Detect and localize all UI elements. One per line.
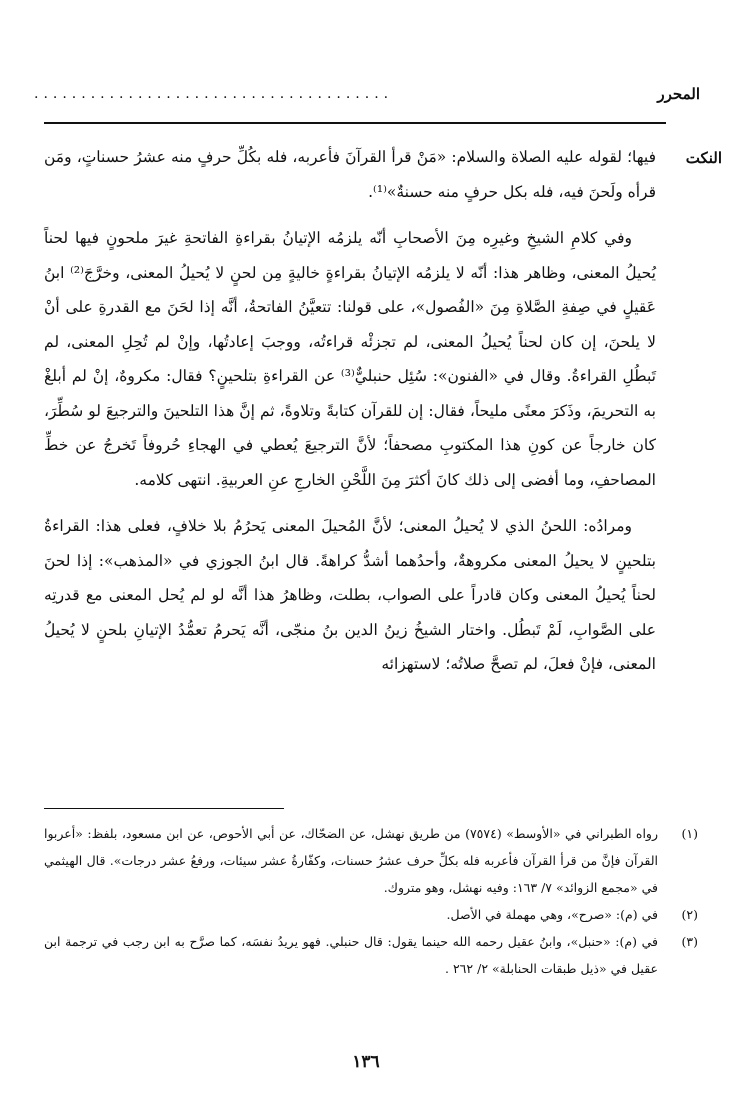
footnote (44, 928, 698, 982)
leader-dots: ...................................... (34, 86, 394, 102)
main-text (44, 140, 656, 682)
footnote-text: رواه الطبراني في «الأوسط» (٧٥٧٤) من طريق نهشل، عن الضحّاك، عن أبي الأحوص، عن ابن مسعود، بلفظ: «أعربوا القرآن فإنَّ من قرأ القرآن فأعربه فله بكلِّ حرف عشرُ حسنات، وكفّارةُ عشر سيئات، ورفعُ عشر درجات». قال الهيثمي في «مجمع الزوائد» ٧/ ١٦٣: وفيه نهشل، وهو متروك. (44, 826, 658, 895)
footnote (44, 901, 698, 928)
running-header (20, 84, 710, 114)
header-rule (44, 122, 666, 124)
footnote-number: (٣) (681, 934, 698, 949)
paragraph: فيها؛ لقوله عليه الصلاة والسلام: «مَنْ قرأ القرآنَ فأعربه، فله بكُلِّ حرفٍ منه عشرُ حسناتٍ، ومَن قرأه ولَحنَ فيه، فله بكل حرفٍ منه حسنةٌ»⁽¹⁾. (44, 148, 656, 201)
footnote-text: في (م): «صرح»، وهي مهملة في الأصل. (446, 907, 658, 922)
footnote (44, 820, 698, 901)
section-side-label: النكت (685, 149, 722, 167)
page-number: ١٣٦ (352, 1052, 380, 1072)
paragraph: وفي كلامِ الشيخِ وغيرِه مِنَ الأصحابِ أنّه يلزمُه الإتيانُ بقراءةِ الفاتحةِ غيرَ ملحونٍ فيها لحناً يُحيلُ المعنى، وظاهر هذا: أنّه لا يلزمُه الإتيانُ بقراءةٍ خاليةٍ مِن لحنٍ لا يُحيلُ المعنى، وخرَّجَ⁽²⁾ ابنُ عَقيلٍ في صِفةِ الصَّلاةِ مِنَ «الفُصول»، على قولنا: تتعيَّنُ الفاتحةُ، أنَّه إذا لحَنَ مع القدرةِ على أنْ لا يلحنَ، إن كان لحناً يُحيلُ المعنى، لم تجزئْه قراءتُه، ووجبَ إعادتُها، وإنْ لم تُحِلِ المعنى، لم تَبطُلِ القراءةُ. وقال في «الفنون»: سُئِل حنبليٌّ⁽³⁾ عن القراءةِ بتلحينٍ؟ فقال: مكروهٌ، إنْ لم أبلغْ به التحريمَ، وذَكرَ معنًى مليحاً، فقال: إن للقرآن كتابةً وتلاوةً، ثم إنَّ هذا التلحينَ والترجيعَ لو سُطِّرَ، كان خارجاً عن كونِ هذا المكتوبِ مصحفاً؛ لأنَّ الترجيعَ يُعطي في الهجاءِ حُروفاً تَخرجُ عن خطِّ المصاحفِ، وما أفضى إلى ذلك كانَ أكثرَ مِنَ اللَّحْنِ الخارجِ عنِ العربيةِ. انتهى كلامه. (44, 229, 656, 489)
footnote-number: (٢) (681, 907, 698, 922)
footnote-separator (44, 808, 284, 809)
footnote-text: في (م): «حنبل»، وابنُ عقيل رحمه الله حينما يقول: قال حنبلي. فهو يريدُ نفسَه، كما صرَّح به ابن رجب في ترجمة ابن عقيل في «ذيل طبقات الحنابلة» ٢/ ٢٦٢ . (44, 934, 658, 976)
running-header-title: المحرر (657, 85, 700, 103)
footnotes (44, 820, 698, 982)
footnote-number: (١) (681, 826, 698, 841)
paragraph: ومرادُه: اللحنُ الذي لا يُحيلُ المعنى؛ لأنَّ المُحيلَ المعنى يَحرُمُ بلا خلافٍ، فعلى هذا: القراءةُ بتلحينٍ لا يحيلُ المعنى مكروهةٌ، وأحدُهما أشدُّ كراهةً. قال ابنُ الجوزي في «المذهب»: إذا لحنَ لحناً يُحيلُ المعنى وكان قادراً على الصواب، بطلت، وظاهرُ هذا أنَّه لو لم يُحل المعنى مع قدرتِه على الصَّوابِ، لَمْ تَبطُل. واختار الشيخُ زينُ الدين بنُ منجّى، أنَّه يَحرمُ تعمُّدُ الإتيانِ بلحنٍ لا يُحيلُ المعنى، فإنْ فعلَ، لم تصحَّ صلاتُه؛ لاستهزائه (44, 517, 656, 673)
